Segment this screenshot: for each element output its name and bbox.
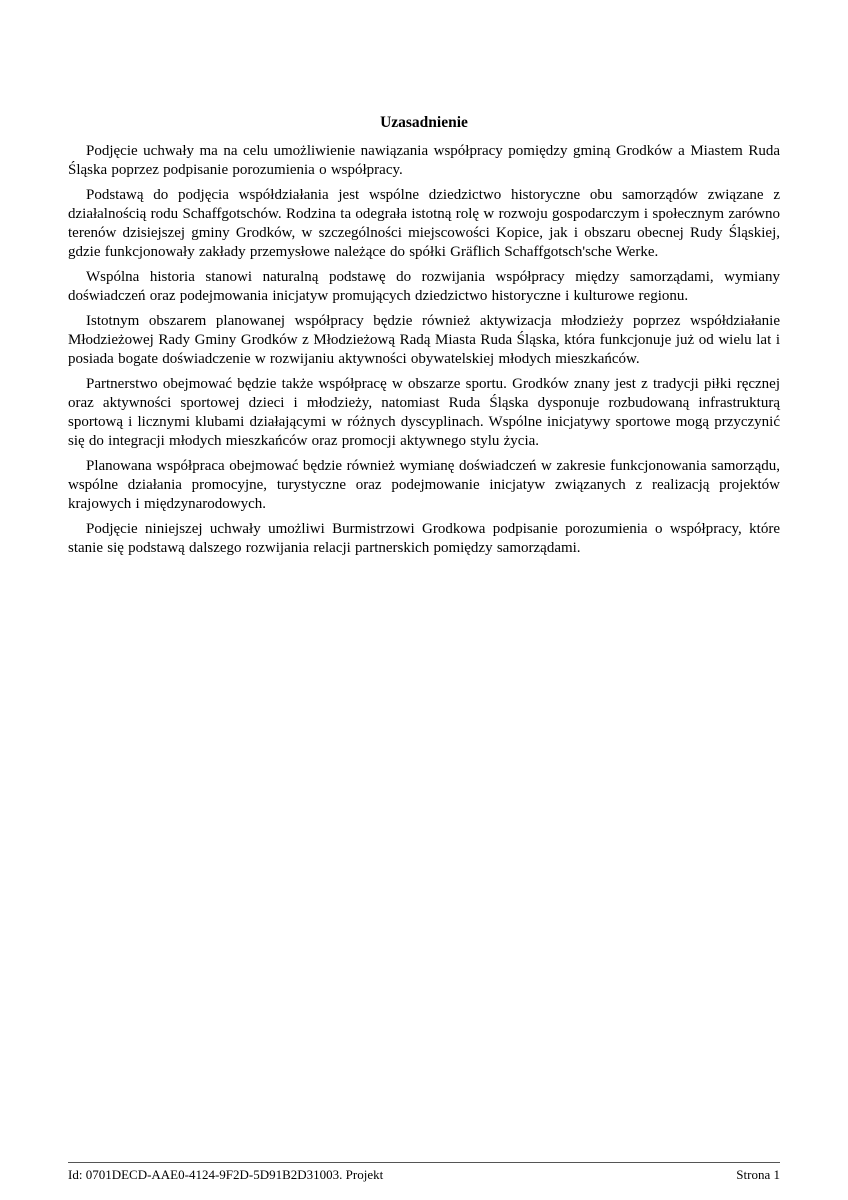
paragraph: Istotnym obszarem planowanej współpracy będzie również aktywizacja młodzieży poprzez współdziałanie Młodzieżowej Rady Gminy Grodków z Młodzieżową Radą Miasta Ruda Śląska, która funkcjonuje już od wielu lat i posiada bogate doświadczenie w rozwijaniu aktywności obywatelskiej młodych mieszkańców. — [68, 313, 780, 367]
page-title: Uzasadnienie — [380, 114, 468, 131]
paragraph: Partnerstwo obejmować będzie także współpracę w obszarze sportu. Grodków znany jest z tradycji piłki ręcznej oraz aktywności sportowej dzieci i młodzieży, natomiast Ruda Śląska dysponuje rozbudowaną infrastrukturą sportową i licznymi klubami działającymi w różnych dyscyplinach. Wspólne inicjatywy sportowe mogą przyczynić się do integracji młodych mieszkańców oraz promocji aktywnego stylu życia. — [68, 376, 780, 449]
page-footer — [68, 1162, 780, 1183]
document-id: Id: 0701DECD-AAE0-4124-9F2D-5D91B2D31003. Projekt — [68, 1167, 384, 1182]
paragraph: Planowana współpraca obejmować będzie również wymianę doświadczeń w zakresie funkcjonowania samorządu, wspólne działania promocyjne, turystyczne oraz podejmowanie inicjatyw związanych z realizacją projektów krajowych i międzynarodowych. — [68, 458, 780, 512]
paragraph: Podjęcie uchwały ma na celu umożliwienie nawiązania współpracy pomiędzy gminą Grodków a Miastem Ruda Śląska poprzez podpisanie porozumienia o współpracy. — [68, 143, 780, 178]
document-body — [68, 113, 780, 564]
paragraph: Wspólna historia stanowi naturalną podstawę do rozwijania współpracy między samorządami, wymiany doświadczeń oraz podejmowania inicjatyw promujących dziedzictwo historyczne i kulturowe regionu. — [68, 269, 780, 304]
page-number: Strona 1 — [736, 1167, 780, 1182]
paragraph: Podstawą do podjęcia współdziałania jest wspólne dziedzictwo historyczne obu samorządów związane z działalnością rodu Schaffgotschów. Rodzina ta odegrała istotną rolę w rozwoju gospodarczym i społecznym zarówno terenów dzisiejszej gminy Grodków, w szczególności miejscowości Kopice, jak i obszaru obecnej Rudy Śląskiej, gdzie funkcjonowały zakłady przemysłowe należące do spółki Gräflich Schaffgotsch'sche Werke. — [68, 187, 780, 260]
paragraph: Podjęcie niniejszej uchwały umożliwi Burmistrzowi Grodkowa podpisanie porozumienia o współpracy, które stanie się podstawą dalszego rozwijania relacji partnerskich pomiędzy samorządami. — [68, 521, 780, 556]
